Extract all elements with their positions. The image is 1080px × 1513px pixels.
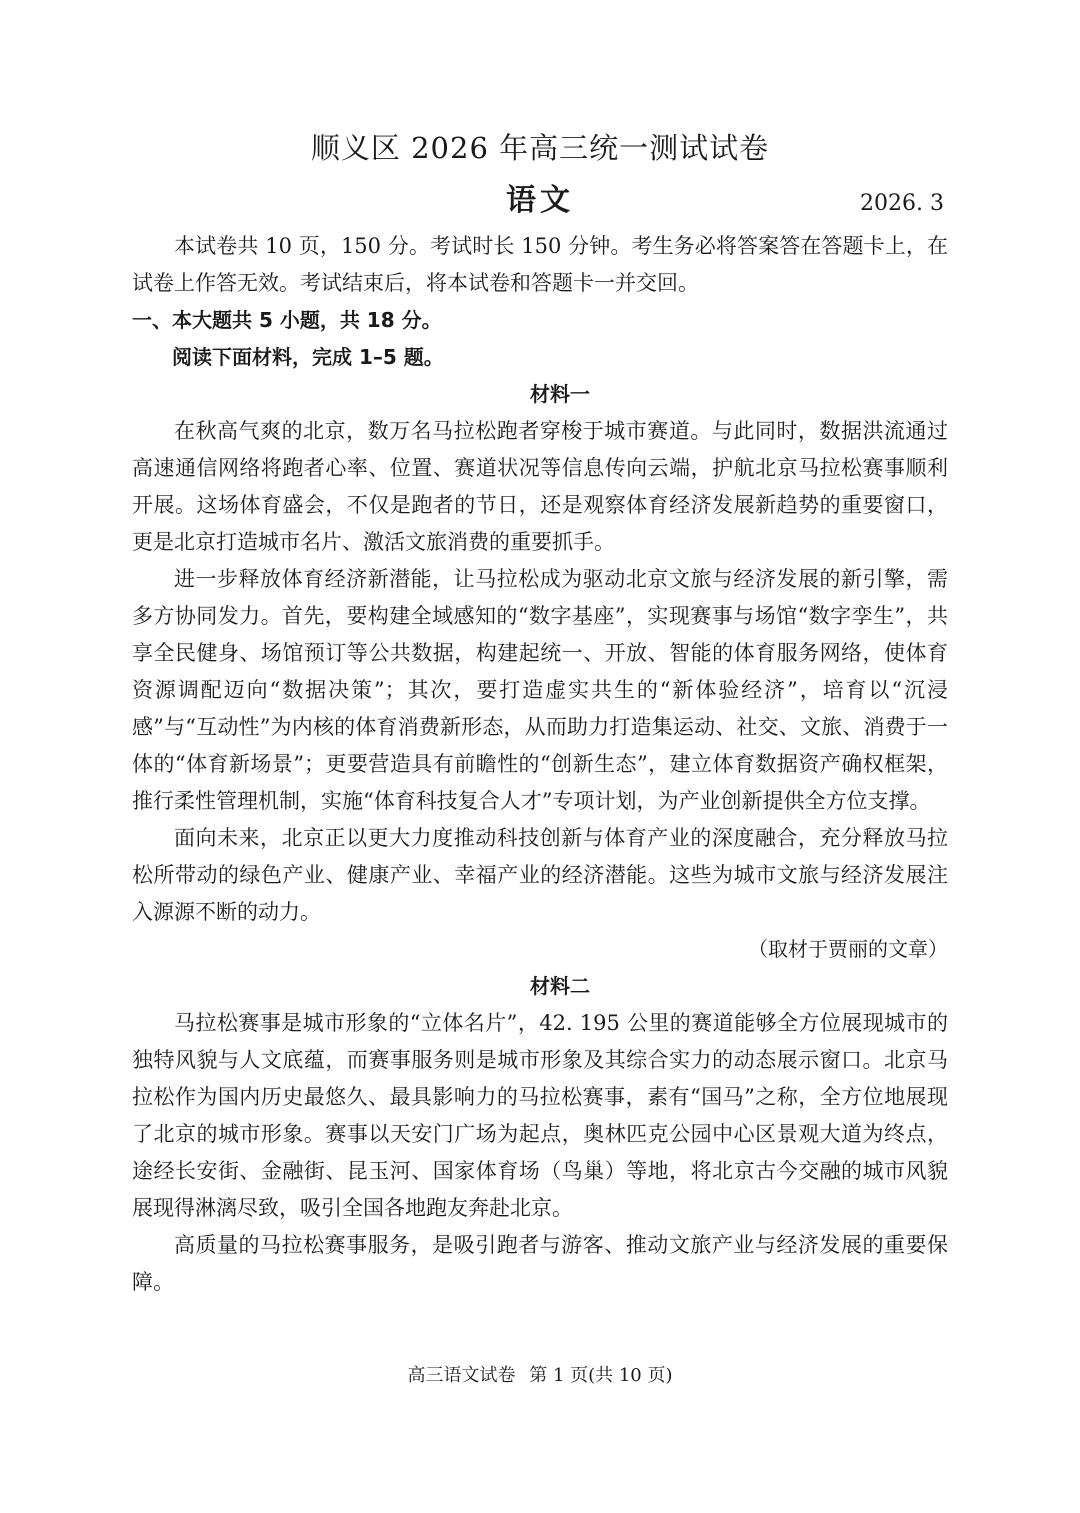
exam-body: [132, 228, 948, 1301]
material-two-paragraph: 马拉松赛事是城市形象的“立体名片”，42. 195 公里的赛道能够全方位展现城市的独特风貌与人文底蕴，而赛事服务则是城市形象及其综合实力的动态展示窗口。北京马拉松作为国内历史最悠久、最具影响力的马拉松赛事，素有“国马”之称，全方位地展现了北京的城市形象。赛事以天安门广场为起点，奥林匹克公园中心区景观大道为终点，途经长安街、金融街、昆玉河、国家体育场（鸟巢）等地，将北京古今交融的城市风貌展现得淋漓尽致，吸引全国各地跑友奔赴北京。: [132, 1011, 948, 1220]
material-one-paragraph: 进一步释放体育经济新潜能，让马拉松成为驱动北京文旅与经济发展的新引擎，需多方协同发力。首先，要构建全域感知的“数字基座”，实现赛事与场馆“数字孪生”，共享全民健身、场馆预订等公共数据，构建起统一、开放、智能的体育服务网络，使体育资源调配迈向“数据决策”；其次，要打造虚实共生的“新体验经济”，培育以“沉浸感”与“互动性”为内核的体育消费新形态，从而助力打造集运动、社交、文旅、消费于一体的“体育新场景”；更要营造具有前瞻性的“创新生态”，建立体育数据资产确权框架，推行柔性管理机制，实施“体育科技复合人才”专项计划，为产业创新提供全方位支撑。: [132, 567, 948, 813]
material-one-paragraph: 在秋高气爽的北京，数万名马拉松跑者穿梭于城市赛道。与此同时，数据洪流通过高速通信网络将跑者心率、位置、赛道状况等信息传向云端，护航北京马拉松赛事顺利开展。这场体育盛会，不仅是跑者的节日，还是观察体育经济发展新趋势的重要窗口，更是北京打造城市名片、激活文旅消费的重要抓手。: [132, 419, 948, 554]
exam-title: 顺义区 2026 年高三统一测试试卷: [310, 131, 770, 165]
exam-date: 2026. 3: [860, 191, 944, 216]
instructions-paragraph: 本试卷共 10 页，150 分。考试时长 150 分钟。考生务必将答案答在答题卡上，在试卷上作答无效。考试结束后，将本试卷和答题卡一并交回。: [132, 234, 948, 295]
subject-title: 语文: [506, 183, 574, 218]
section-directive: 阅读下面材料，完成 1–5 题。: [172, 345, 444, 369]
footer-exam-name: 高三语文试卷: [407, 1365, 516, 1386]
material-two-title: 材料二: [530, 974, 590, 998]
footer-page-number: 第 1 页(共 10 页): [529, 1365, 673, 1386]
section-heading: 一、本大题共 5 小题，共 18 分。: [132, 308, 442, 332]
material-two-paragraph: 高质量的马拉松赛事服务，是吸引跑者与游客、推动文旅产业与经济发展的重要保障。: [132, 1233, 948, 1294]
material-one-source: （取材于贾丽的文章）: [748, 937, 948, 961]
material-one-title: 材料一: [530, 382, 590, 406]
material-one-paragraph: 面向未来，北京正以更大力度推动科技创新与体育产业的深度融合，充分释放马拉松所带动的绿色产业、健康产业、幸福产业的经济潜能。这些为城市文旅与经济发展注入源源不断的动力。: [132, 826, 948, 924]
page-footer: [0, 1362, 1080, 1390]
